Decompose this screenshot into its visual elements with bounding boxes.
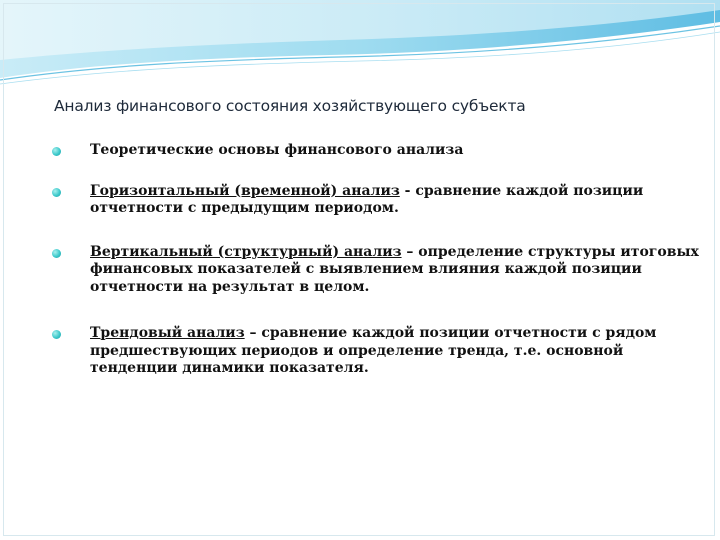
- bullet-list: [50, 142, 700, 378]
- item-text: – определение структуры итоговых финансовых показателей с выявлением влияния каждой позиции отчетности на результат в целом.: [90, 243, 699, 295]
- header-wave-decoration: [0, 0, 720, 90]
- list-item: [50, 142, 700, 160]
- bullet-icon: [52, 330, 61, 339]
- slide-title: Анализ финансового состояния хозяйствующего субъекта: [54, 97, 526, 115]
- item-term: Трендовый анализ: [90, 325, 245, 341]
- bullet-icon: [52, 249, 61, 258]
- item-text: – сравнение каждой позиции отчетности с рядом предшествующих периодов и определение тренда, т.е. основной тенденции динамики показателя.: [90, 325, 657, 376]
- list-item: [50, 183, 700, 218]
- list-item: [50, 244, 700, 297]
- item-term: Вертикальный (структурный) анализ: [90, 243, 402, 260]
- bullet-icon: [52, 147, 61, 156]
- bullet-icon: [52, 188, 61, 197]
- item-term: Горизонтальный (временной) анализ: [90, 182, 400, 199]
- item-text: Теоретические основы финансового анализа: [90, 142, 464, 158]
- list-item: [50, 325, 700, 378]
- item-text: - сравнение каждой позиции отчетности с предыдущим периодом.: [90, 182, 644, 216]
